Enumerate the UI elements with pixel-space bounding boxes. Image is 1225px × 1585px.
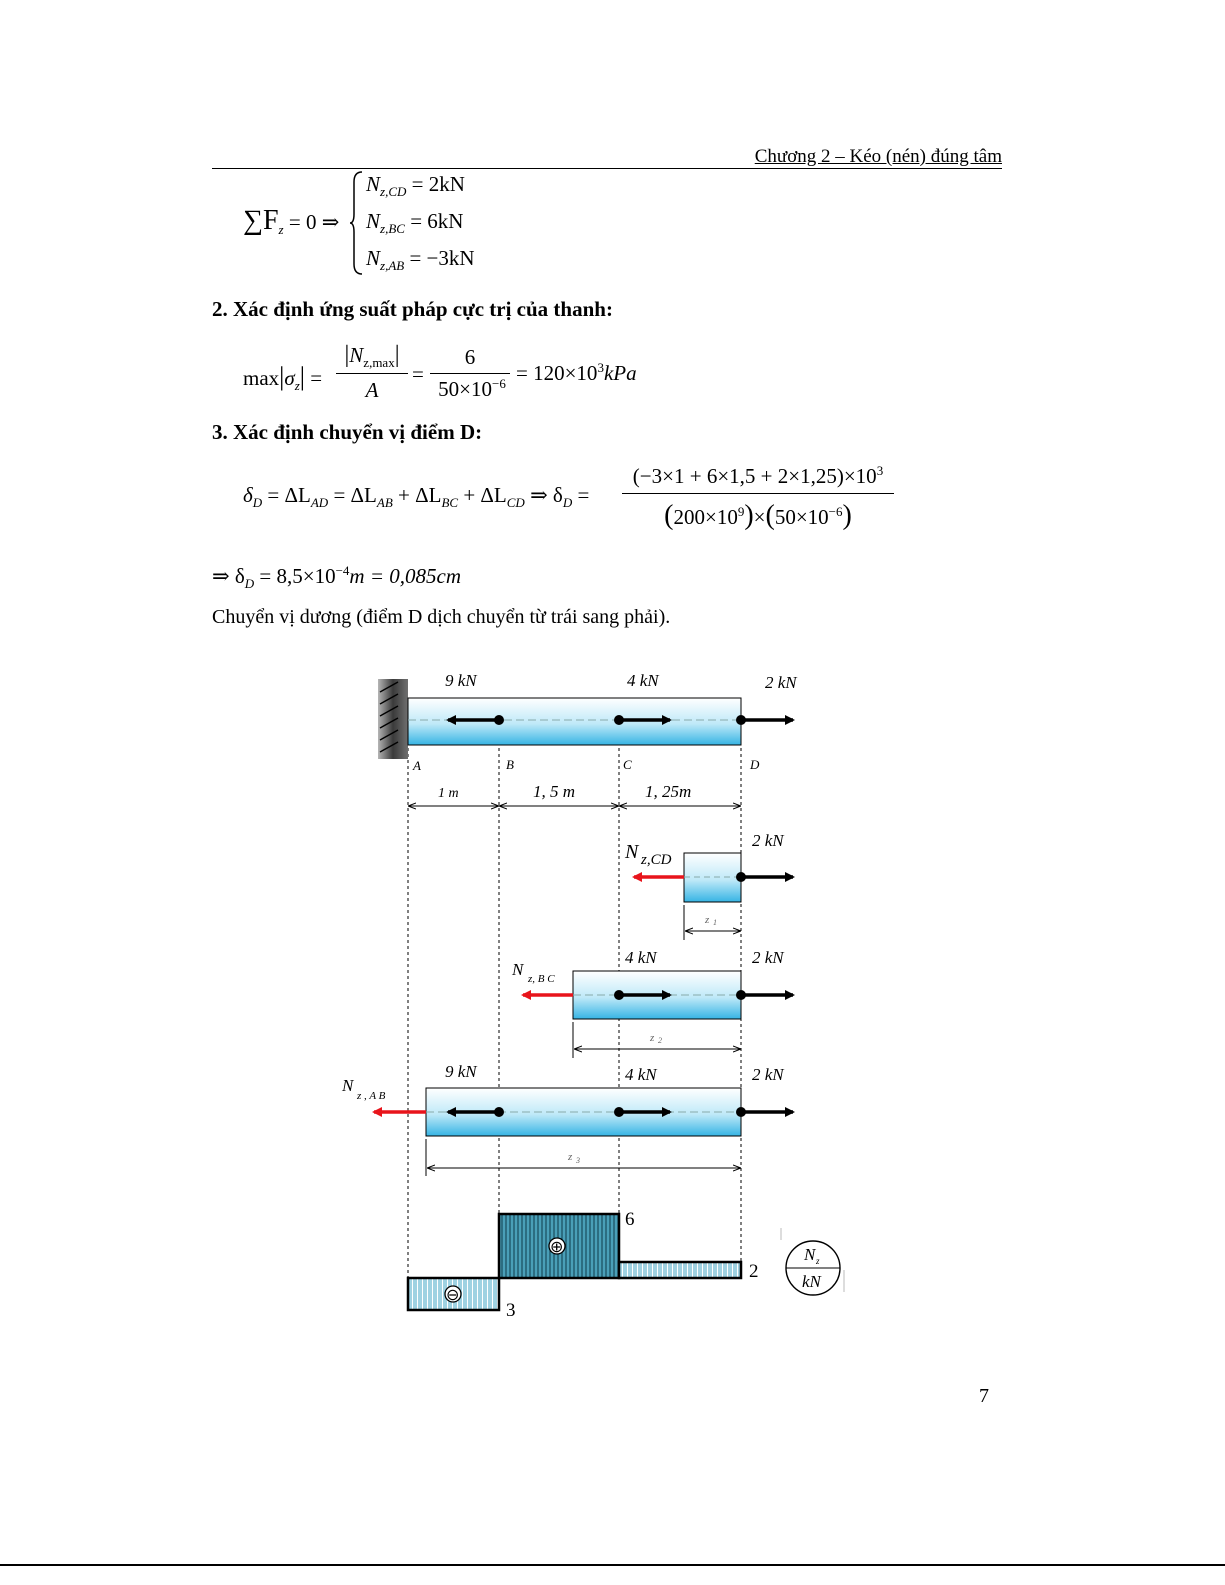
equals-sign: = (412, 362, 424, 386)
beam-diagram (330, 660, 860, 1330)
axial-sign-bc: ⊕ (550, 1239, 564, 1256)
cut-ab-force-symbol: N (342, 1076, 354, 1095)
displacement-equation: $\delta_D = \Delta L_{AD} = \Delta L_{AB} + \Delta L_{BC} + \Delta L_{CD}$ ⇒ $\delta_D$ = (243, 483, 590, 511)
chapter-title: Chương 2 – Kéo (nén) đúng tâm (754, 146, 1002, 167)
equilibrium-lhs: $\sum F_z = 0$ ⇒ (243, 205, 340, 238)
segment-label-ab: 1 m (438, 786, 459, 801)
cut-bc-coord-sub: 2 (658, 1036, 662, 1045)
cut-ab-load-label-b: 9 kN (445, 1062, 477, 1081)
displacement-frac-bar (622, 493, 894, 494)
point-label-a: A (413, 758, 421, 773)
main-bar (408, 698, 793, 745)
cut-cd-force-sub: z,CD (641, 852, 672, 868)
legend-top-sub: z (816, 1256, 820, 1266)
section-2-heading: 2. Xác định ứng suất pháp cực trị của thanh: (212, 297, 613, 321)
point-label-c: C (623, 757, 632, 772)
cut-ab-coord: z (568, 1151, 573, 1163)
cut-bc-force-symbol: N (512, 960, 524, 979)
cut-cd-coord-sub: 1 (713, 918, 717, 927)
cut-bc-load-label-d: 2 kN (752, 948, 784, 967)
equilibrium-line-bc: $N_{z,BC} = 6kN$ (366, 209, 464, 237)
axial-value-ab: 3 (506, 1300, 516, 1321)
load-label-c: 4 kN (627, 671, 659, 690)
segment-label-cd: 1, 25m (645, 782, 692, 801)
fixed-support (378, 679, 408, 759)
stress-frac2-bar (430, 373, 510, 374)
equilibrium-line-ab: $N_{z,AB} = -3kN$ (366, 246, 475, 274)
cut-bc-coord: z (650, 1032, 655, 1044)
axial-force-cd (619, 1262, 741, 1278)
cut-ab-load-label-d: 2 kN (752, 1065, 784, 1084)
cut-cd-coord: z (705, 914, 710, 926)
sum-symbol: ∑F (243, 205, 279, 236)
cut-cd-force-symbol: N (625, 841, 639, 863)
section-3-heading: 3. Xác định chuyển vị điểm D: (212, 420, 483, 444)
load-label-d: 2 kN (765, 673, 797, 692)
page-number: 7 (979, 1385, 989, 1407)
axial-value-cd: 2 (749, 1261, 759, 1282)
displacement-result: ⇒ $\delta_D = 8,5\times 10^{-4}m = 0,085cm$ (212, 563, 461, 592)
point-label-b: B (506, 757, 514, 772)
cut-bc-load-label-c: 4 kN (625, 948, 657, 967)
stress-frac1-num: $|N_{z,max}|$ (344, 342, 400, 371)
stress-frac1-bar (336, 373, 408, 374)
equilibrium-line-cd: $N_{z,CD} = 2kN$ (366, 172, 465, 200)
displacement-frac-den: $(200\times 10^9)\times(50\times 10^{-6})$ (664, 500, 852, 531)
load-label-b: 9 kN (445, 671, 477, 690)
axial-value-bc: 6 (625, 1209, 635, 1230)
axial-sign-ab: ⊖ (446, 1287, 460, 1304)
displacement-frac-num: $(-3\times 1 + 6\times 1,5 + 2\times 1,25)\times 10^3$ (632, 463, 884, 488)
legend-top: N (804, 1245, 816, 1264)
stress-frac1-den: A (365, 378, 379, 402)
system-brace (350, 170, 364, 276)
bottom-border (0, 1564, 1225, 1566)
legend-bottom: kN (802, 1272, 821, 1291)
cut-ab-coord-sub: 3 (576, 1156, 580, 1165)
stress-result: = $120\times 10^3kPa$ (516, 360, 637, 385)
cut-ab (374, 1088, 793, 1176)
cut-ab-load-label-c: 4 kN (625, 1065, 657, 1084)
cut-ab-force-sub: z , A B (357, 1090, 386, 1102)
stress-frac2-den: $50\times 10^{-6}$ (438, 376, 506, 401)
segment-label-bc: 1, 5 m (533, 782, 576, 801)
stress-frac2-num: 6 (464, 345, 476, 369)
cut-bc-force-sub: z, B C (528, 973, 555, 985)
stress-lhs: $\max|\sigma_z|$ = (243, 362, 323, 394)
conclusion-text: Chuyển vị dương (điểm D dịch chuyển từ trái sang phải). (212, 606, 671, 628)
page-header (212, 146, 1002, 169)
point-label-d: D (750, 757, 760, 772)
cut-cd-load-label: 2 kN (752, 831, 784, 850)
